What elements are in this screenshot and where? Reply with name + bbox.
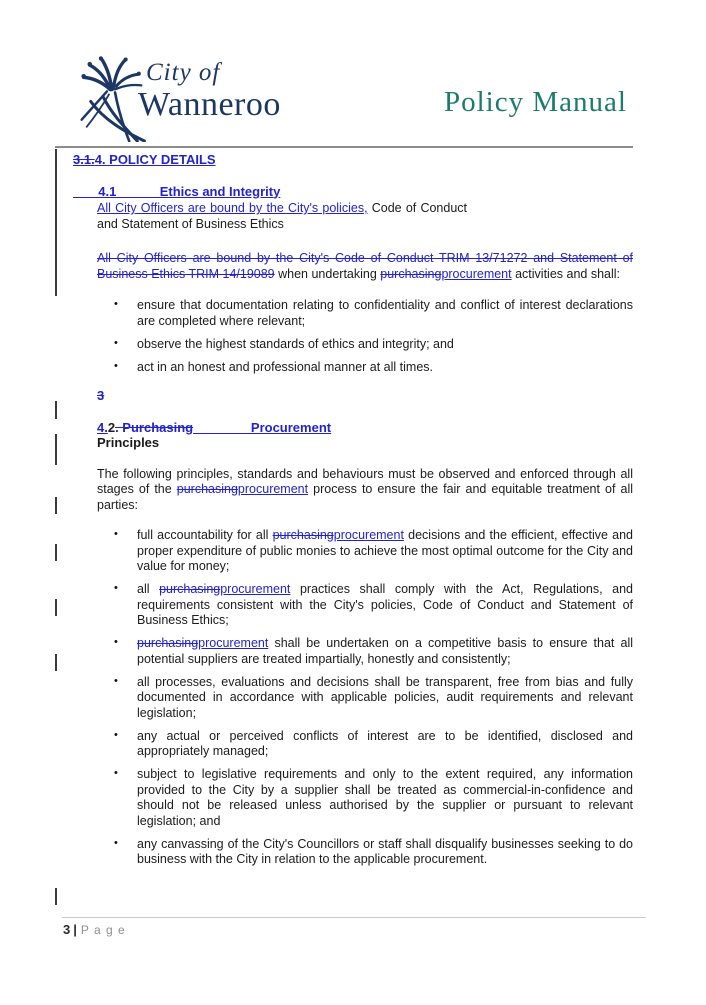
- text-segment-xb: 3.1.: [73, 152, 95, 167]
- text-segment-ib: 4.1 Ethics and Integrity: [73, 183, 281, 199]
- page-footer: [63, 922, 126, 937]
- list-item-text: [137, 837, 633, 867]
- text-segment-ib: 4.: [97, 419, 108, 435]
- text-segment-p: process to ensure the fair and equitable treatment of all parties:: [97, 482, 633, 512]
- bullet-icon: •: [114, 674, 118, 687]
- logo-wanneroo-text: Wanneroo: [138, 86, 281, 123]
- heading-procurement-principles-line2: Principles: [97, 435, 160, 450]
- text-segment-p: observe the highest standards of ethics and integrity; and: [137, 336, 454, 351]
- heading-ethics-and-integrity: [73, 184, 633, 200]
- text-segment-i: procurement: [198, 636, 269, 650]
- deleted-page-number: [97, 388, 633, 404]
- paragraph-code-of-conduct: [97, 251, 633, 282]
- list-item: [97, 528, 633, 575]
- list-item-text: [137, 636, 633, 666]
- list-item: [97, 636, 633, 667]
- change-bar: [55, 544, 57, 561]
- change-bar: [55, 599, 57, 616]
- text-segment-ib: 4.: [94, 152, 106, 167]
- list-item: [97, 837, 633, 868]
- text-segment-p: any canvassing of the City's Councillors or staff shall disqualify businesses seeking to do business with the City in relation to the applicable procurement.: [137, 836, 633, 866]
- list-item-text: [137, 528, 633, 573]
- bullet-list-officer-duties: [97, 298, 633, 375]
- text-segment-p: act in an honest and professional manner at all times.: [137, 359, 434, 374]
- list-item-text: [137, 675, 633, 720]
- text-segment-i: procurement: [441, 266, 512, 281]
- list-item-text: [137, 767, 633, 828]
- bullet-icon: •: [114, 728, 118, 741]
- list-item: [97, 767, 633, 829]
- list-item-text: [137, 582, 633, 627]
- text-segment-p: The following principles, standards and behaviours must be observed and enforced through all stages of the: [97, 466, 633, 496]
- list-item: [97, 729, 633, 760]
- section-heading-policy-details: [73, 152, 633, 168]
- text-segment-p: ensure that documentation relating to confidentiality and conflict of interest declarations are completed where relevant;: [137, 298, 633, 328]
- list-item: [97, 337, 633, 353]
- list-item-text: [137, 337, 454, 351]
- text-segment-p: subject to legislative requirements and only to the extent required, any information provided to the City by a supplier shall be treated as commercial-in-confidence and should not be released unless authorised by the supplier or pursuant to relevant legislation; and: [137, 767, 633, 828]
- change-bar: [55, 149, 57, 296]
- bullet-icon: •: [114, 767, 118, 779]
- text-segment-ib: [193, 420, 251, 435]
- list-item: [97, 360, 633, 376]
- change-bar: [55, 888, 57, 905]
- change-bar: [55, 497, 57, 514]
- text-segment-p: practices shall comply with the Act, Regulations, and requirements consistent with the City's policies, Code of Conduct and Statement of Business Ethics;: [137, 582, 633, 627]
- text-segment-ib: Procurement: [250, 419, 332, 435]
- footer-separator: |: [73, 922, 77, 937]
- list-item: [97, 582, 633, 629]
- text-segment-d: purchasing: [380, 266, 442, 281]
- text-segment-p: activities and shall:: [511, 266, 621, 281]
- text-segment-p: all processes, evaluations and decisions shall be transparent, free from bias and fully documented in accordance with applicable policies, audit requirements and relevant legislation;: [137, 674, 633, 720]
- policy-manual-title: Policy Manual: [444, 86, 627, 118]
- list-item: [97, 298, 633, 329]
- bullet-icon: •: [114, 336, 118, 349]
- document-body: [73, 152, 633, 875]
- text-segment-p: when undertaking: [274, 266, 381, 281]
- text-segment-p: all: [137, 582, 160, 596]
- text-segment-db: 3: [97, 388, 105, 403]
- bullet-icon: •: [114, 636, 118, 648]
- bullet-list-principles: [97, 528, 633, 868]
- text-segment-p: decisions and the efficient, effective and proper expenditure of public monies to achieve the most optimal outcome for the City and value for money;: [137, 528, 633, 573]
- bullet-icon: •: [114, 836, 118, 849]
- footer-page-number: 3: [63, 922, 71, 937]
- text-segment-d: purchasing: [137, 636, 199, 650]
- text-segment-i: procurement: [333, 528, 404, 542]
- text-segment-p: any actual or perceived conflicts of interest are to be identified, disclosed and appropriately managed;: [137, 728, 633, 758]
- text-segment-i: procurement: [220, 582, 291, 596]
- heading-procurement-principles-line1: [97, 420, 633, 436]
- paragraph-city-policies: [97, 201, 467, 232]
- list-item: [97, 675, 633, 722]
- text-segment-p: shall be undertaken on a competitive basis to ensure that all potential suppliers are treated impartially, honestly and consistently;: [137, 636, 633, 666]
- footer-divider: [62, 917, 646, 918]
- list-item-text: [137, 360, 433, 374]
- footer-page-word: P a g e: [80, 923, 126, 937]
- bullet-icon: •: [114, 528, 118, 540]
- paragraph-principles-intro: [97, 467, 633, 514]
- list-item-text: [137, 298, 633, 328]
- text-segment-i: procurement: [237, 482, 309, 496]
- bullet-icon: •: [114, 359, 118, 372]
- bullet-icon: •: [114, 582, 118, 594]
- bullet-icon: •: [114, 298, 118, 310]
- text-segment-d: purchasing: [272, 528, 334, 542]
- logo-wordmark: [138, 59, 281, 123]
- text-segment-ib: POLICY DETAILS: [105, 152, 216, 167]
- header-divider: [55, 146, 633, 148]
- logo-city-of-text: City of: [146, 59, 221, 86]
- change-bar: [55, 401, 57, 419]
- text-segment-d: purchasing: [176, 482, 238, 496]
- text-segment-i: All City Officers are bound by the City's policies,: [97, 201, 368, 215]
- text-segment-b: 2: [107, 419, 116, 435]
- text-segment-db: . Purchasing: [115, 419, 194, 435]
- text-segment-p: full accountability for all: [137, 528, 273, 542]
- change-bar: [55, 654, 57, 671]
- change-bar: [55, 434, 57, 465]
- list-item-text: [137, 729, 633, 759]
- text-segment-d: purchasing: [159, 582, 221, 596]
- text-segment-p: Code of Conduct and Statement of Business Ethics: [97, 201, 467, 231]
- text-segment-d: All City Officers are bound by the City's Code of Conduct TRIM 13/71272 and Statement of Business Ethics TRIM 14/19089: [97, 251, 633, 281]
